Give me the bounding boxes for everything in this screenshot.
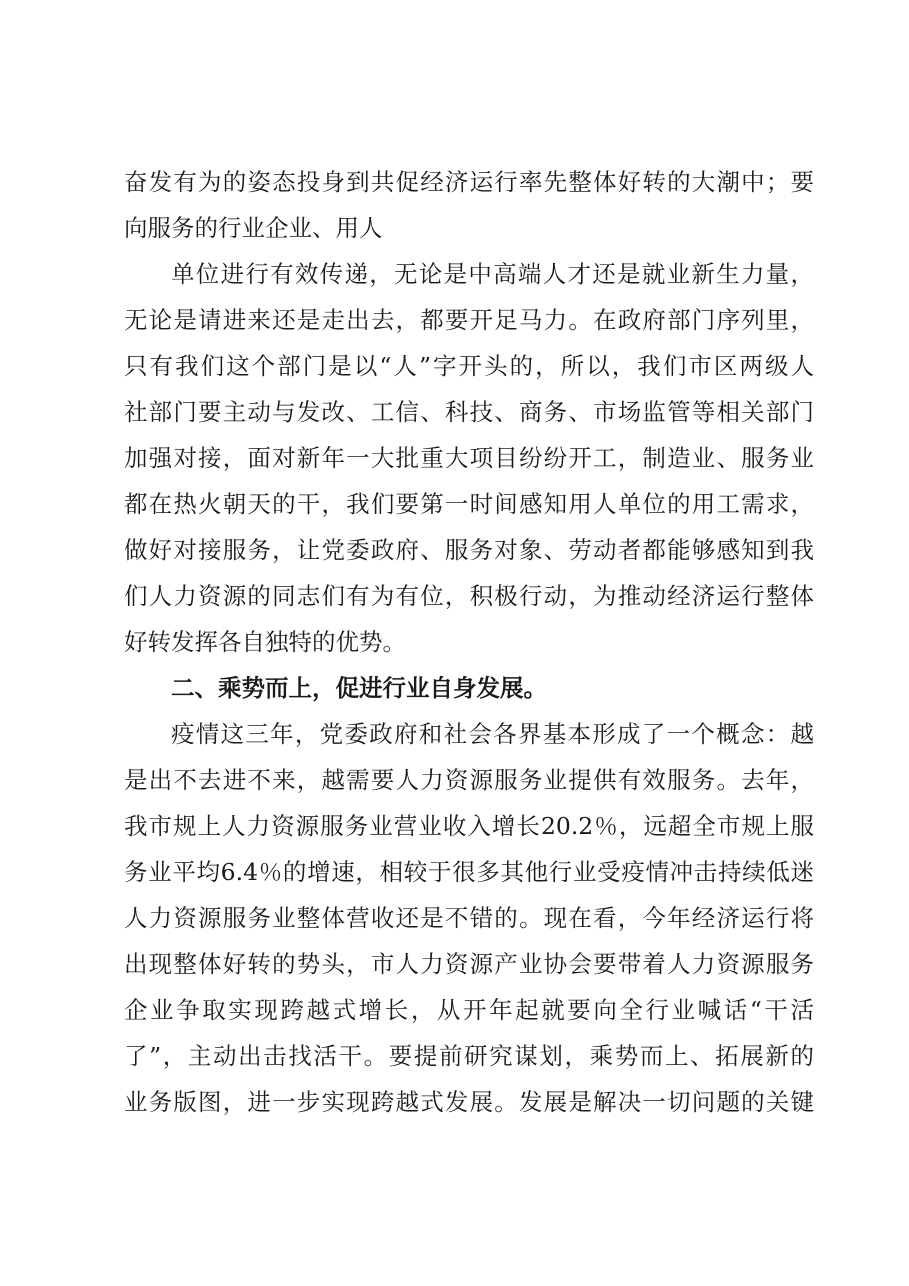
text-line: 人力资源服务业整体营收还是不错的。现在看，今年经济运行将 <box>124 904 814 932</box>
section-heading: 二、乘势而上，促进行业自身发展。 <box>171 674 547 702</box>
text-line: 好转发挥各自独特的优势。 <box>124 628 406 656</box>
text-line: 我市规上人力资源服务业营业收入增长20.2％，远超全市规上服 <box>124 812 814 840</box>
text-line: 无论是请进来还是走出去，都要开足马力。在政府部门序列里， <box>124 306 814 334</box>
text-line: 向服务的行业企业、用人 <box>124 214 383 242</box>
text-line: 务业平均6.4％的增速，相较于很多其他行业受疫情冲击持续低迷 <box>124 858 814 886</box>
text-line: 奋发有为的姿态投身到共促经济运行率先整体好转的大潮中；要 <box>124 168 814 196</box>
text-line: 业务版图，进一步实现跨越式发展。发展是解决一切问题的关键 <box>124 1088 814 1116</box>
text-line: 加强对接，面对新年一大批重大项目纷纷开工，制造业、服务业 <box>124 444 814 472</box>
text-line: 做好对接服务，让党委政府、服务对象、劳动者都能够感知到我 <box>124 536 814 564</box>
text-line: 了”，主动出击找活干。要提前研究谋划，乘势而上、拓展新的 <box>124 1042 814 1070</box>
text-line: 企业争取实现跨越式增长，从开年起就要向全行业喊话“干活 <box>124 996 814 1024</box>
text-line: 只有我们这个部门是以“人”字开头的，所以，我们市区两级人 <box>124 352 814 380</box>
text-line: 们人力资源的同志们有为有位，积极行动，为推动经济运行整体 <box>124 582 814 610</box>
text-line: 社部门要主动与发改、工信、科技、商务、市场监管等相关部门 <box>124 398 814 426</box>
text-line: 疫情这三年，党委政府和社会各界基本形成了一个概念：越 <box>171 720 814 748</box>
text-line: 单位进行有效传递，无论是中高端人才还是就业新生力量， <box>171 260 814 288</box>
text-line: 出现整体好转的势头，市人力资源产业协会要带着人力资源服务 <box>124 950 814 978</box>
text-line: 是出不去进不来，越需要人力资源服务业提供有效服务。去年， <box>124 766 814 794</box>
text-line: 都在热火朝天的干，我们要第一时间感知用人单位的用工需求， <box>124 490 814 518</box>
